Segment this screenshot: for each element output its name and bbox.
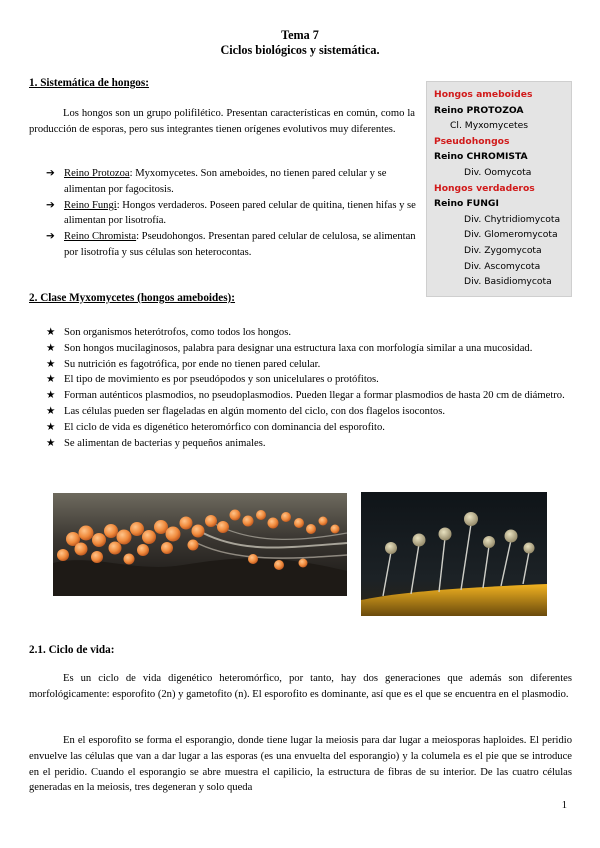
feature-text: Se alimentan de bacterias y pequeños animales. <box>64 437 266 449</box>
page-number: 1 <box>561 800 567 811</box>
taxonomy-division: Div. Glomeromycota <box>464 229 558 241</box>
kingdom-description: : Hongos verdaderos. Poseen pared celular de quitina, tienen hifas y se alimentan por lisotrofía. <box>64 199 416 227</box>
document-subtitle: Ciclos biológicos y sistemática. <box>220 43 380 57</box>
list-item <box>46 420 572 436</box>
list-item <box>46 372 572 388</box>
list-item <box>46 436 572 452</box>
star-bullet-icon: ★ <box>46 437 56 449</box>
feature-text: Su nutrición es fagotrófica, por ende no tienen pared celular. <box>64 358 321 370</box>
taxonomy-kingdom: Reino PROTOZOA <box>434 104 524 116</box>
list-item <box>46 198 416 230</box>
section-2-1-paragraph-1: Es un ciclo de vida digenético heteromórfico, por tanto, hay dos generaciones que además son diferentes morfológicamente: esporofito (2n) y gametofito (n). El esporofito es dominante, así que es el que se encuentra en el plasmodio. <box>29 673 572 700</box>
star-bullet-icon: ★ <box>46 358 56 370</box>
orange-sporangia-illustration <box>53 493 347 596</box>
taxonomy-group-label: Pseudohongos <box>434 135 510 147</box>
kingdom-term: Reino Protozoa <box>64 168 130 179</box>
taxonomy-division: Div. Basidiomycota <box>464 276 552 288</box>
list-item <box>46 325 572 341</box>
feature-text: El tipo de movimiento es por pseudópodos y son unicelulares o protófitos. <box>64 374 379 386</box>
taxonomy-group-label: Hongos verdaderos <box>434 182 535 194</box>
kingdom-list <box>46 166 416 261</box>
kingdom-term: Reino Fungi <box>64 199 117 211</box>
myxomycete-photo-stalked <box>361 492 547 616</box>
section-1-intro: Los hongos son un grupo polifilético. Presentan características en común, como la producción de esporas, pero sus integrantes tienen orígenes evolutivos muy diferentes. <box>29 108 415 135</box>
myxomycetes-features-list <box>46 325 572 451</box>
star-bullet-icon: ★ <box>46 421 56 433</box>
list-item <box>46 357 572 373</box>
list-item <box>46 166 416 198</box>
arrow-bullet-icon: ➔ <box>46 199 55 211</box>
taxonomy-group-label: Hongos ameboides <box>434 89 533 100</box>
taxonomy-division: Div. Oomycota <box>464 166 532 178</box>
taxonomy-division: Div. Zygomycota <box>464 244 542 256</box>
feature-text: El ciclo de vida es digenético heteromórfico con dominancia del esporofito. <box>64 421 385 433</box>
document-title-block <box>0 28 600 58</box>
kingdom-description: : Pseudohongos. Presentan pared celular de celulosa, se alimentan por lisotrofía y sus células son heterocontas. <box>64 231 416 258</box>
arrow-bullet-icon: ➔ <box>46 168 55 179</box>
taxonomy-kingdom: Reino FUNGI <box>434 198 499 210</box>
taxonomy-division: Div. Chytridiomycota <box>464 213 561 225</box>
document-title: Tema 7 <box>281 28 319 42</box>
taxonomy-box <box>426 81 572 297</box>
star-bullet-icon: ★ <box>46 342 56 354</box>
list-item <box>46 341 572 357</box>
feature-text: Son hongos mucilaginosos, palabra para designar una estructura laxa con morfología similar a una mucosidad. <box>64 342 533 354</box>
kingdom-term: Reino Chromista <box>64 231 137 243</box>
star-bullet-icon: ★ <box>46 374 56 386</box>
list-item <box>46 229 416 261</box>
feature-text: Las células pueden ser flageladas en algún momento del ciclo, con dos flagelos isocontos. <box>64 405 445 417</box>
list-item <box>46 404 572 420</box>
feature-text: Forman auténticos plasmodios, no pseudoplasmodios. Pueden llegar a formar plasmodios de hasta 20 cm de diámetro. <box>64 390 565 402</box>
section-2-1-heading: 2.1. Ciclo de vida: <box>29 644 115 656</box>
kingdom-description: : Myxomycetes. Son ameboides, no tienen pared celular y se alimentan por fagocitosis. <box>64 168 387 195</box>
star-bullet-icon: ★ <box>46 405 56 417</box>
taxonomy-class: Cl. Myxomycetes <box>450 120 529 132</box>
star-bullet-icon: ★ <box>46 390 56 402</box>
taxonomy-division: Div. Ascomycota <box>464 260 541 272</box>
taxonomy-kingdom: Reino CHROMISTA <box>434 151 528 163</box>
stalked-sporangia-illustration <box>361 492 547 616</box>
list-item <box>46 388 572 404</box>
feature-text: Son organismos heterótrofos, como todos los hongos. <box>64 327 291 338</box>
section-2-heading: 2. Clase Myxomycetes (hongos ameboides): <box>29 292 236 304</box>
star-bullet-icon: ★ <box>46 327 56 338</box>
section-1-heading: 1. Sistemática de hongos: <box>29 77 149 89</box>
arrow-bullet-icon: ➔ <box>46 231 55 243</box>
myxomycete-photo-orange <box>53 493 347 596</box>
section-2-1-paragraph-2: En el esporofito se forma el esporangio, donde tiene lugar la meiosis para dar lugar a meiosporas haploides. El peridio envuelve las células que van a dar lugar a las esporas (es una envuelta del esporangio) y la columela es el pie que se introduce en el peridio. Cuando el esporangio se abre muestra el capilicio, la estructura de fibras de su interior. De las cuatro células generadas en la meiosis, tres degeneran y solo queda <box>29 735 572 794</box>
